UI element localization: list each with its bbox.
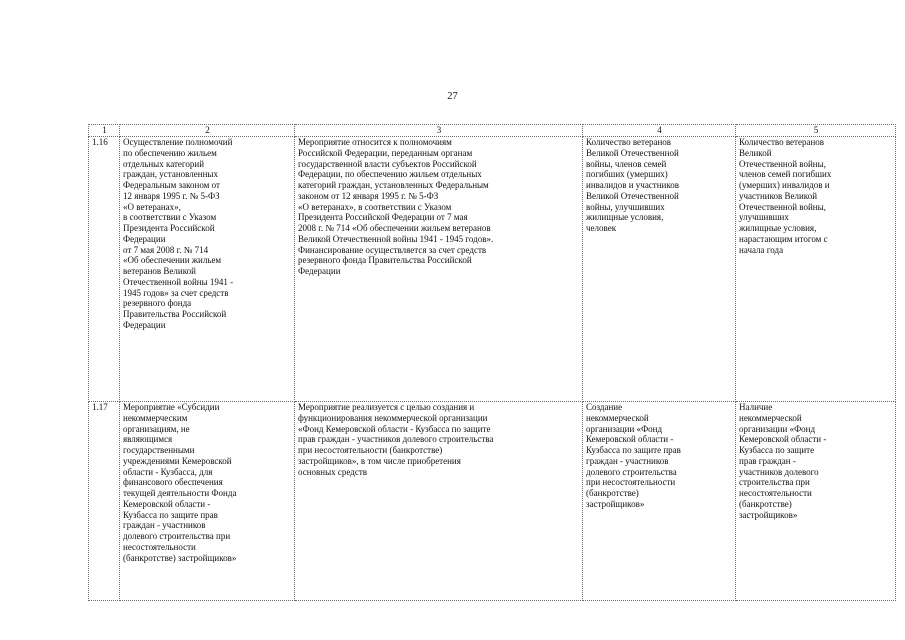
text-line: (банкротстве) застройщиков» bbox=[123, 552, 237, 563]
text-line: Количество ветеранов bbox=[586, 137, 672, 147]
text-line: войны, улучшивших bbox=[586, 201, 665, 212]
measure-name-cell bbox=[120, 137, 295, 402]
row-number: 1.17 bbox=[89, 402, 120, 601]
text-line: жилищные условия, bbox=[739, 223, 817, 233]
text-line: (умерших) инвалидов и bbox=[739, 180, 830, 190]
text-line: Осуществление полномочий bbox=[123, 137, 233, 147]
text-line: Отечественной войны, bbox=[739, 158, 826, 169]
text-line: граждан, установленных bbox=[123, 169, 218, 180]
indicator-name-cell bbox=[583, 402, 736, 601]
text-line: 2008 г. № 714 «Об обеспечении жильем ветеранов bbox=[298, 223, 491, 233]
column-header-5: 5 bbox=[736, 125, 896, 137]
text-line: Кемеровской области - bbox=[739, 434, 827, 445]
text-line: Отечественной войны, bbox=[739, 201, 826, 212]
text-line: 1945 годов» за счет средств bbox=[123, 287, 229, 298]
text-line: участников долевого bbox=[739, 466, 819, 477]
text-line: Кузбасса по защите bbox=[739, 445, 815, 455]
text-line: улучшивших bbox=[739, 212, 789, 223]
text-line: отдельных категорий bbox=[123, 158, 205, 169]
text-line: Российской Федерации, переданным органам bbox=[298, 147, 473, 158]
text-line: некоммерческой bbox=[586, 412, 649, 423]
text-line: некоммерческой bbox=[739, 412, 802, 423]
column-header-1: 1 bbox=[89, 125, 120, 137]
text-line: участников Великой bbox=[739, 190, 818, 201]
text-line: от 7 мая 2008 г. № 714 bbox=[123, 244, 209, 255]
table-row bbox=[89, 402, 896, 601]
indicator-method-cell bbox=[736, 137, 896, 402]
text-line: функционирования некоммерческой организации bbox=[298, 412, 488, 423]
text-line: человек bbox=[586, 223, 617, 233]
text-line: жилищные условия, bbox=[586, 212, 664, 223]
text-line: области - Кузбасса, для bbox=[123, 466, 213, 477]
text-line: Кузбасса по защите прав bbox=[123, 509, 218, 520]
text-line: членов семей погибших bbox=[739, 169, 832, 180]
text-line: Кузбасса по защите прав bbox=[586, 445, 681, 455]
column-header-4: 4 bbox=[583, 125, 736, 137]
text-line: организации «Фонд bbox=[586, 423, 663, 434]
text-line: Мероприятие реализуется с целью создания и bbox=[298, 402, 475, 412]
column-header-3: 3 bbox=[295, 125, 583, 137]
indicator-name-cell bbox=[583, 137, 736, 402]
text-line: «Об обеспечении жильем bbox=[123, 255, 222, 266]
text-line: организации «Фонд bbox=[739, 423, 816, 434]
text-line: Правительства Российской bbox=[123, 309, 227, 319]
text-line: прав граждан - bbox=[739, 455, 796, 466]
text-line: финансового обеспечения bbox=[123, 477, 223, 488]
text-line: Президента Российской Федерации от 7 мая bbox=[298, 212, 468, 223]
text-line: законом от 12 января 1995 г. № 5-ФЗ bbox=[298, 190, 439, 201]
text-line: Кемеровской области - bbox=[586, 434, 674, 445]
text-line: (банкротстве) bbox=[586, 488, 639, 498]
text-line: при несостоятельности (банкротстве) bbox=[298, 445, 443, 455]
text-line: несостоятельности bbox=[123, 541, 196, 552]
text-line: (банкротстве) bbox=[739, 498, 792, 509]
column-header-2: 2 bbox=[120, 125, 295, 137]
text-line: нарастающим итогом с bbox=[739, 233, 828, 244]
measure-name-cell bbox=[120, 402, 295, 601]
text-line: Президента Российской bbox=[123, 223, 215, 233]
text-line: долевого строительства при bbox=[123, 531, 231, 541]
text-line: Великой Отечественной bbox=[586, 190, 679, 201]
page-number: 27 bbox=[447, 91, 458, 102]
text-line: Федерации bbox=[298, 266, 341, 276]
text-line: несостоятельности bbox=[739, 488, 812, 498]
text-line: застройщиков» bbox=[739, 509, 798, 520]
measure-description-cell bbox=[295, 137, 583, 402]
text-line: застройщиков» bbox=[586, 498, 645, 509]
text-line: строительства при bbox=[739, 477, 810, 488]
row-number: 1.16 bbox=[89, 137, 120, 402]
text-line: долевого строительства bbox=[586, 466, 677, 477]
text-line: Великой Отечественной войны 1941 - 1945 годов». bbox=[298, 233, 494, 244]
text-line: Мероприятие «Субсидии bbox=[123, 402, 220, 412]
text-line: «О ветеранах», в соответствии с Указом bbox=[298, 201, 452, 212]
text-line: являющимся bbox=[123, 434, 173, 445]
text-line: 12 января 1995 г. № 5-ФЗ bbox=[123, 190, 220, 201]
text-line: прав граждан - участников долевого строительства bbox=[298, 434, 494, 445]
text-line: войны, членов семей bbox=[586, 158, 667, 169]
text-line: Федерации bbox=[123, 319, 166, 330]
text-line: при несостоятельности bbox=[586, 477, 676, 488]
text-line: Великой Отечественной bbox=[586, 147, 679, 158]
text-line: основных средств bbox=[298, 466, 368, 477]
text-line: государственными bbox=[123, 445, 195, 455]
text-line: в соответствии с Указом bbox=[123, 212, 217, 223]
text-line: учреждениями Кемеровской bbox=[123, 455, 232, 466]
indicator-method-cell bbox=[736, 402, 896, 601]
measure-description-cell bbox=[295, 402, 583, 601]
text-line: граждан - участников bbox=[586, 455, 669, 466]
text-line: Федерации bbox=[123, 233, 166, 244]
text-line: некоммерческим bbox=[123, 412, 188, 423]
table-row bbox=[89, 137, 896, 402]
text-line: резервного фонда Правительства Российской bbox=[298, 255, 472, 266]
text-line: Финансирование осуществляется за счет средств bbox=[298, 244, 487, 255]
text-line: застройщиков», в том числе приобретения bbox=[298, 455, 461, 466]
text-line: Мероприятие относится к полномочиям bbox=[298, 137, 452, 147]
text-line: по обеспечению жильем bbox=[123, 147, 217, 158]
text-line: Создание bbox=[586, 402, 623, 412]
text-line: «Фонд Кемеровской области - Кузбасса по защите bbox=[298, 423, 491, 434]
text-line: начала года bbox=[739, 244, 784, 255]
text-line: Федеральным законом от bbox=[123, 180, 220, 190]
text-line: «О ветеранах», bbox=[123, 201, 181, 212]
text-line: Кемеровской области - bbox=[123, 498, 211, 509]
text-line: Наличие bbox=[739, 402, 773, 412]
text-line: организациям, не bbox=[123, 423, 190, 434]
text-line: Федерации, по обеспечению жильем отдельных bbox=[298, 169, 482, 180]
text-line: Отечественной войны 1941 - bbox=[123, 276, 234, 287]
text-line: погибших (умерших) bbox=[586, 169, 668, 180]
table-header-row bbox=[89, 125, 896, 137]
text-line: резервного фонда bbox=[123, 298, 192, 309]
text-line: Количество ветеранов bbox=[739, 137, 825, 147]
text-line: текущей деятельности Фонда bbox=[123, 488, 237, 498]
text-line: ветеранов Великой bbox=[123, 266, 196, 276]
text-line: инвалидов и участников bbox=[586, 180, 680, 190]
text-line: категорий граждан, установленных Федеральным bbox=[298, 180, 489, 190]
text-line: государственной власти субъектов Российской bbox=[298, 158, 477, 169]
measures-table bbox=[88, 124, 896, 601]
text-line: Великой bbox=[739, 147, 772, 158]
text-line: граждан - участников bbox=[123, 520, 206, 531]
